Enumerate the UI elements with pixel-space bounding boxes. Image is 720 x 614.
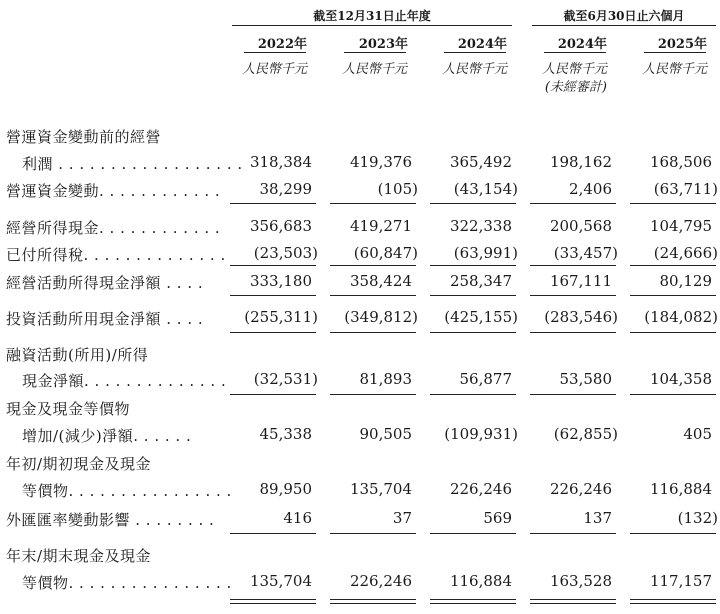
table-cell: 116,884 <box>449 572 512 590</box>
table-cell: (132) <box>677 509 718 527</box>
table-cell: 322,338 <box>449 217 512 235</box>
subtotal-rule <box>630 203 716 204</box>
subtotal-rule <box>430 203 516 204</box>
column-unit: 人民幣千元 <box>341 62 407 77</box>
subtotal-rule <box>230 394 316 395</box>
subtotal-rule <box>330 332 416 333</box>
subtotal-rule <box>330 394 416 395</box>
table-cell: 258,347 <box>449 272 512 290</box>
table-cell: (63,991) <box>453 244 518 262</box>
table-cell: 226,246 <box>349 572 412 590</box>
column-unit: 人民幣千元 <box>441 62 507 77</box>
table-cell: (349,812) <box>344 308 418 326</box>
table-cell: (33,457) <box>553 244 618 262</box>
subtotal-rule <box>630 394 716 395</box>
table-cell: (43,154) <box>453 180 518 198</box>
row-label: 經營所得現金. . . . . . . . . . . . <box>6 219 221 237</box>
table-cell: 104,795 <box>649 217 712 235</box>
column-year-rule <box>444 52 506 53</box>
subtotal-rule <box>430 394 516 395</box>
table-cell: 198,162 <box>549 153 612 171</box>
table-cell: (60,847) <box>353 244 418 262</box>
column-year-2025-h1: 2025年 <box>657 37 707 52</box>
subtotal-rule <box>630 295 716 296</box>
table-cell: 81,893 <box>359 370 412 388</box>
row-label: 年末/期末現金及現金 <box>6 547 152 565</box>
column-unit-note: (未經審計) <box>544 80 607 95</box>
subtotal-rule <box>530 295 616 296</box>
header-group-year-end-rule <box>232 25 512 26</box>
subtotal-rule <box>230 203 316 204</box>
subtotal-rule <box>230 332 316 333</box>
subtotal-rule <box>630 265 716 266</box>
column-unit: 人民幣千元 <box>241 62 307 77</box>
table-cell: (62,855) <box>553 425 618 443</box>
header-group-year-end: 截至12月31日止年度 <box>313 9 431 23</box>
row-label: 年初/期初現金及現金 <box>6 455 152 473</box>
subtotal-rule <box>430 295 516 296</box>
table-cell: 135,704 <box>249 572 312 590</box>
table-cell: 90,505 <box>359 425 412 443</box>
table-cell: 318,384 <box>249 153 312 171</box>
subtotal-rule <box>330 265 416 266</box>
table-cell: 56,877 <box>459 370 512 388</box>
table-cell: (24,666) <box>653 244 718 262</box>
table-cell: 137 <box>583 509 612 527</box>
subtotal-rule <box>530 533 616 534</box>
row-label: 現金及現金等價物 <box>6 400 131 418</box>
table-cell: (105) <box>377 180 418 198</box>
row-label: 利潤 . . . . . . . . . . . . . . . . . . <box>22 155 243 173</box>
table-cell: 200,568 <box>549 217 612 235</box>
column-unit: 人民幣千元 <box>541 62 607 77</box>
table-cell: 135,704 <box>349 480 412 498</box>
row-label: 融資活動(所用)/所得 <box>6 346 149 364</box>
header-group-six-months: 截至6月30日止六個月 <box>563 9 685 23</box>
subtotal-rule <box>330 533 416 534</box>
table-cell: 168,506 <box>649 153 712 171</box>
table-cell: 104,358 <box>649 370 712 388</box>
table-cell: 405 <box>683 425 712 443</box>
table-cell: 45,338 <box>259 425 312 443</box>
total-double-rule <box>530 599 616 604</box>
table-cell: 163,528 <box>549 572 612 590</box>
total-double-rule <box>230 599 316 604</box>
subtotal-rule <box>230 295 316 296</box>
column-year-rule <box>544 52 606 53</box>
table-cell: (255,311) <box>244 308 318 326</box>
row-label: 增加/(減少)淨額. . . . . . <box>22 427 192 445</box>
subtotal-rule <box>430 332 516 333</box>
subtotal-rule <box>430 265 516 266</box>
column-year-rule <box>244 52 306 53</box>
table-cell: (32,531) <box>253 370 318 388</box>
table-cell: 37 <box>392 509 412 527</box>
subtotal-rule <box>630 533 716 534</box>
table-cell: 167,111 <box>549 272 612 290</box>
column-year-rule <box>344 52 406 53</box>
total-double-rule <box>630 599 716 604</box>
total-double-rule <box>430 599 516 604</box>
column-year-2023: 2023年 <box>358 37 408 52</box>
subtotal-rule <box>530 394 616 395</box>
table-cell: 226,246 <box>449 480 512 498</box>
row-label: 等價物. . . . . . . . . . . . . . . . <box>22 574 232 592</box>
row-label: 營運資金變動. . . . . . . . . . . . <box>6 182 221 200</box>
column-year-2024: 2024年 <box>457 37 507 52</box>
table-cell: (283,546) <box>544 308 618 326</box>
subtotal-rule <box>430 533 516 534</box>
table-cell: 419,376 <box>349 153 412 171</box>
row-label: 營運資金變動前的經營 <box>6 128 162 146</box>
subtotal-rule <box>230 533 316 534</box>
row-label: 經營活動所得現金淨額 . . . . <box>6 274 204 292</box>
table-cell: 226,246 <box>549 480 612 498</box>
subtotal-rule <box>330 295 416 296</box>
table-cell: 356,683 <box>249 217 312 235</box>
table-cell: 117,157 <box>649 572 712 590</box>
table-cell: (23,503) <box>253 244 318 262</box>
table-cell: 53,580 <box>559 370 612 388</box>
subtotal-rule <box>330 203 416 204</box>
table-cell: 358,424 <box>349 272 412 290</box>
subtotal-rule <box>530 265 616 266</box>
subtotal-rule <box>630 332 716 333</box>
subtotal-rule <box>530 203 616 204</box>
table-cell: (184,082) <box>644 308 718 326</box>
row-label: 現金淨額. . . . . . . . . . . . . . <box>22 372 227 390</box>
row-label: 等價物. . . . . . . . . . . . . . . . <box>22 482 232 500</box>
subtotal-rule <box>230 265 316 266</box>
table-cell: 80,129 <box>659 272 712 290</box>
total-double-rule <box>330 599 416 604</box>
table-cell: 365,492 <box>449 153 512 171</box>
column-year-2022: 2022年 <box>257 37 307 52</box>
table-cell: (63,711) <box>653 180 718 198</box>
table-cell: 2,406 <box>569 180 612 198</box>
table-cell: (425,155) <box>444 308 518 326</box>
table-cell: 89,950 <box>259 480 312 498</box>
table-cell: 569 <box>483 509 512 527</box>
table-cell: 38,299 <box>259 180 312 198</box>
table-cell: 333,180 <box>249 272 312 290</box>
column-year-2024-h1: 2024年 <box>557 37 607 52</box>
row-label: 已付所得稅. . . . . . . . . . . . . . <box>6 246 226 264</box>
table-cell: (109,931) <box>444 425 518 443</box>
column-unit: 人民幣千元 <box>641 62 707 77</box>
table-cell: 116,884 <box>649 480 712 498</box>
table-cell: 419,271 <box>349 217 412 235</box>
row-label: 外匯匯率變動影響 . . . . . . . . <box>6 511 215 529</box>
table-cell: 416 <box>283 509 312 527</box>
header-group-six-months-rule <box>532 25 716 26</box>
subtotal-rule <box>530 332 616 333</box>
row-label: 投資活動所用現金淨額 . . . . <box>6 310 204 328</box>
column-year-rule <box>644 52 706 53</box>
